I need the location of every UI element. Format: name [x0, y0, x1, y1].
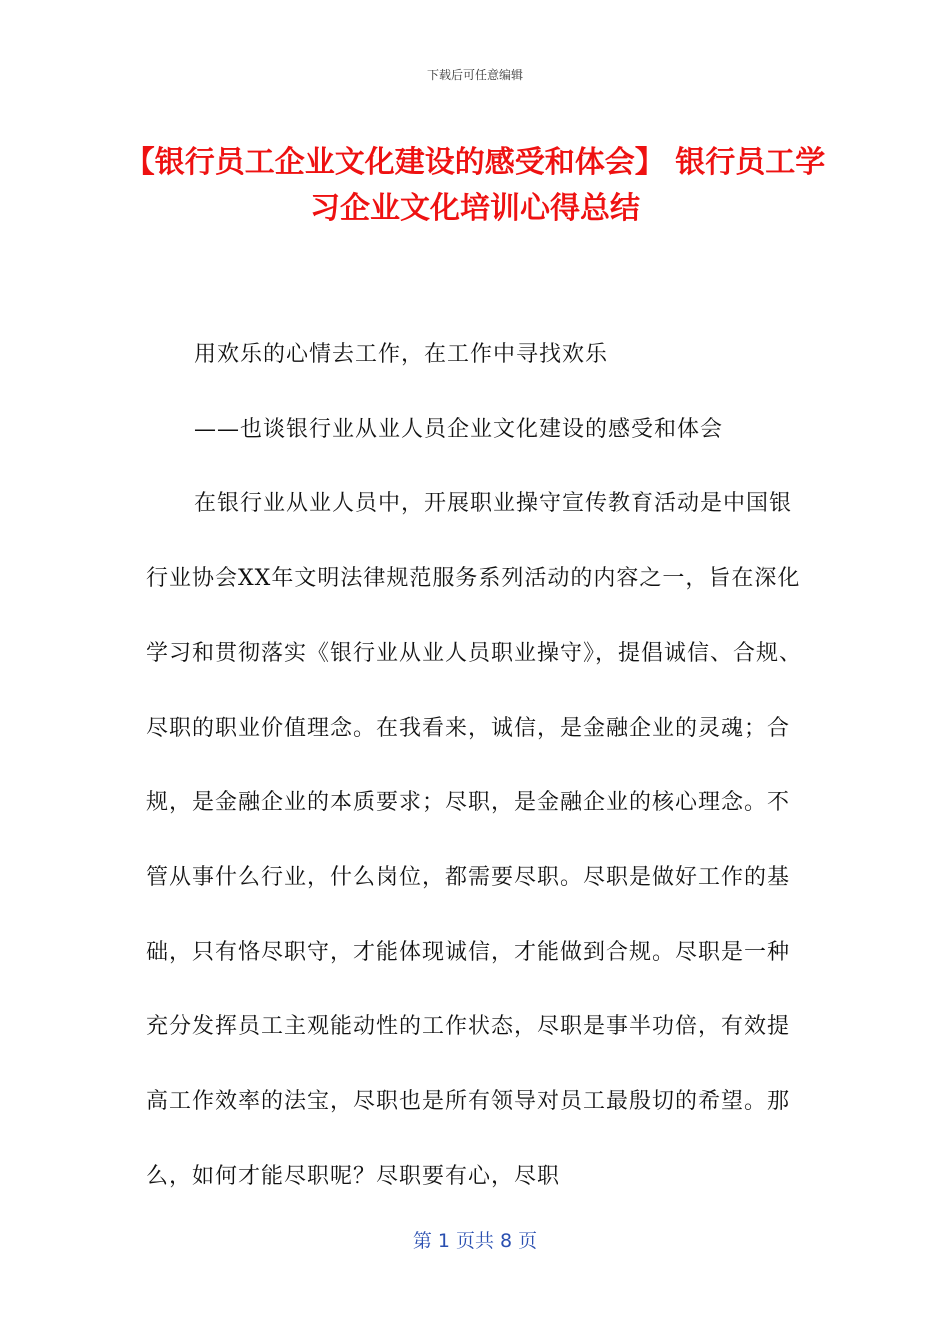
paragraph-main: 在银行业从业人员中，开展职业操守宣传教育活动是中国银行业协会XX年文明法律规范服务系列活动的内容之一，旨在深化学习和贯彻落实《银行业从业人员职业操守》，提倡诚信、合规、尽职的职业价值理念。在我看来，诚信，是金融企业的灵魂；合规，是金融企业的本质要求；尽职，是金融企业的核心理念。不管从事什么行业，什么岗位，都需要尽职。尽职是做好工作的基础，只有恪尽职守，才能体现诚信，才能做到合规。尽职是一种充分发挥员工主观能动性的工作状态，尽职是事半功倍，有效提高工作效率的法宝，尽职也是所有领导对员工最殷切的希望。那么，如何才能尽职呢？尽职要有心，尽职: [146, 491, 803, 1189]
paragraph-subheading: ——也谈银行业从业人员企业文化建设的感受和体会: [194, 416, 724, 442]
page-footer: 第 1 页共 8 页: [412, 1230, 538, 1252]
header-note: 下载后可任意编辑: [426, 68, 523, 82]
document-body: [146, 318, 806, 1214]
document-title: 【银行员工企业文化建设的感受和体会】 银行员工学习企业文化培训心得总结: [124, 145, 826, 226]
paragraph-subtitle: 用欢乐的心情去工作，在工作中寻找欢乐: [194, 342, 609, 367]
